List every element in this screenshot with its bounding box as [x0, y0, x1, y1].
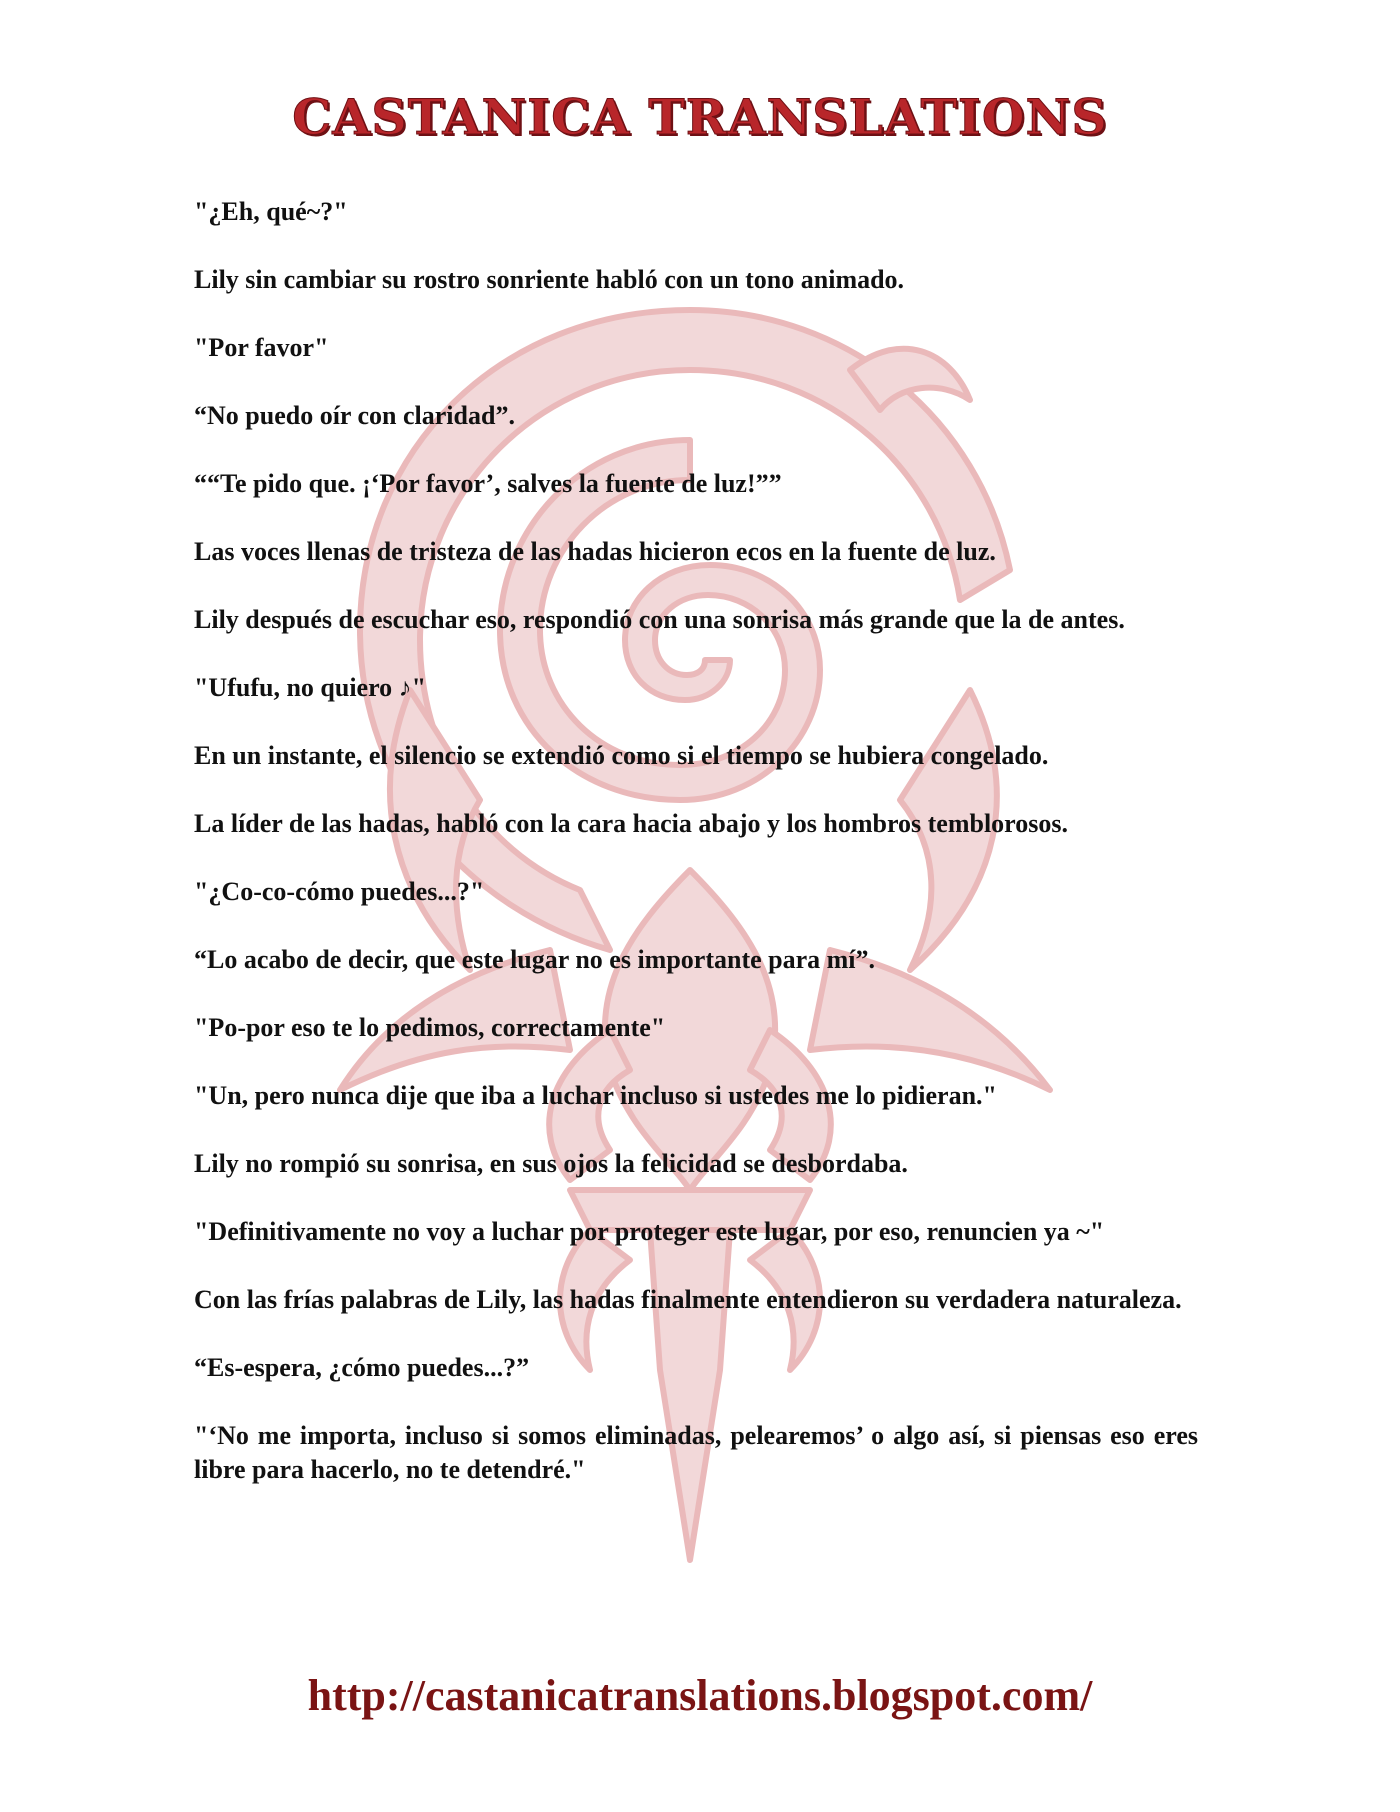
paragraph: “Lo acabo de decir, que este lugar no es importante para mí”. — [194, 945, 876, 974]
paragraph: Lily después de escuchar eso, respondió con una sonrisa más grande que la de antes. — [194, 605, 1125, 634]
story-text — [194, 195, 1198, 1521]
paragraph: "Un, pero nunca dije que iba a luchar incluso si ustedes me lo pidieran." — [194, 1081, 997, 1110]
paragraph: Lily sin cambiar su rostro sonriente habló con un tono animado. — [194, 265, 905, 294]
paragraph: "Po-por eso te lo pedimos, correctamente" — [194, 1013, 666, 1042]
paragraph: Lily no rompió su sonrisa, en sus ojos la felicidad se desbordaba. — [194, 1149, 908, 1178]
paragraph: Las voces llenas de tristeza de las hadas hicieron ecos en la fuente de luz. — [194, 537, 996, 566]
blog-url-link[interactable]: http://castanicatranslations.blogspot.com/ — [307, 1671, 1093, 1720]
paragraph: “Es-espera, ¿cómo puedes...?” — [194, 1353, 530, 1382]
paragraph: ““Te pido que. ¡‘Por favor’, salves la fuente de luz!”” — [194, 469, 782, 498]
paragraph: “No puedo oír con claridad”. — [194, 401, 515, 430]
paragraph: En un instante, el silencio se extendió como si el tiempo se hubiera congelado. — [194, 741, 1049, 770]
paragraph: "¿Co-co-cómo puedes...?" — [194, 877, 485, 906]
paragraph: "Por favor" — [194, 333, 329, 362]
paragraph: "¿Eh, qué~?" — [194, 197, 348, 226]
paragraph: "‘No me importa, incluso si somos eliminadas, pelearemos’ o algo así, si piensas eso eres libre para hacerlo, no te detendré." — [194, 1421, 1198, 1484]
paragraph: "Definitivamente no voy a luchar por proteger este lugar, por eso, renuncien ya ~" — [194, 1217, 1105, 1246]
site-title: CASTANICA TRANSLATIONS — [292, 88, 1108, 146]
paragraph: Con las frías palabras de Lily, las hadas finalmente entendieron su verdadera naturaleza. — [194, 1285, 1182, 1314]
paragraph: La líder de las hadas, habló con la cara hacia abajo y los hombros temblorosos. — [194, 809, 1068, 838]
paragraph: "Ufufu, no quiero ♪" — [194, 673, 427, 702]
